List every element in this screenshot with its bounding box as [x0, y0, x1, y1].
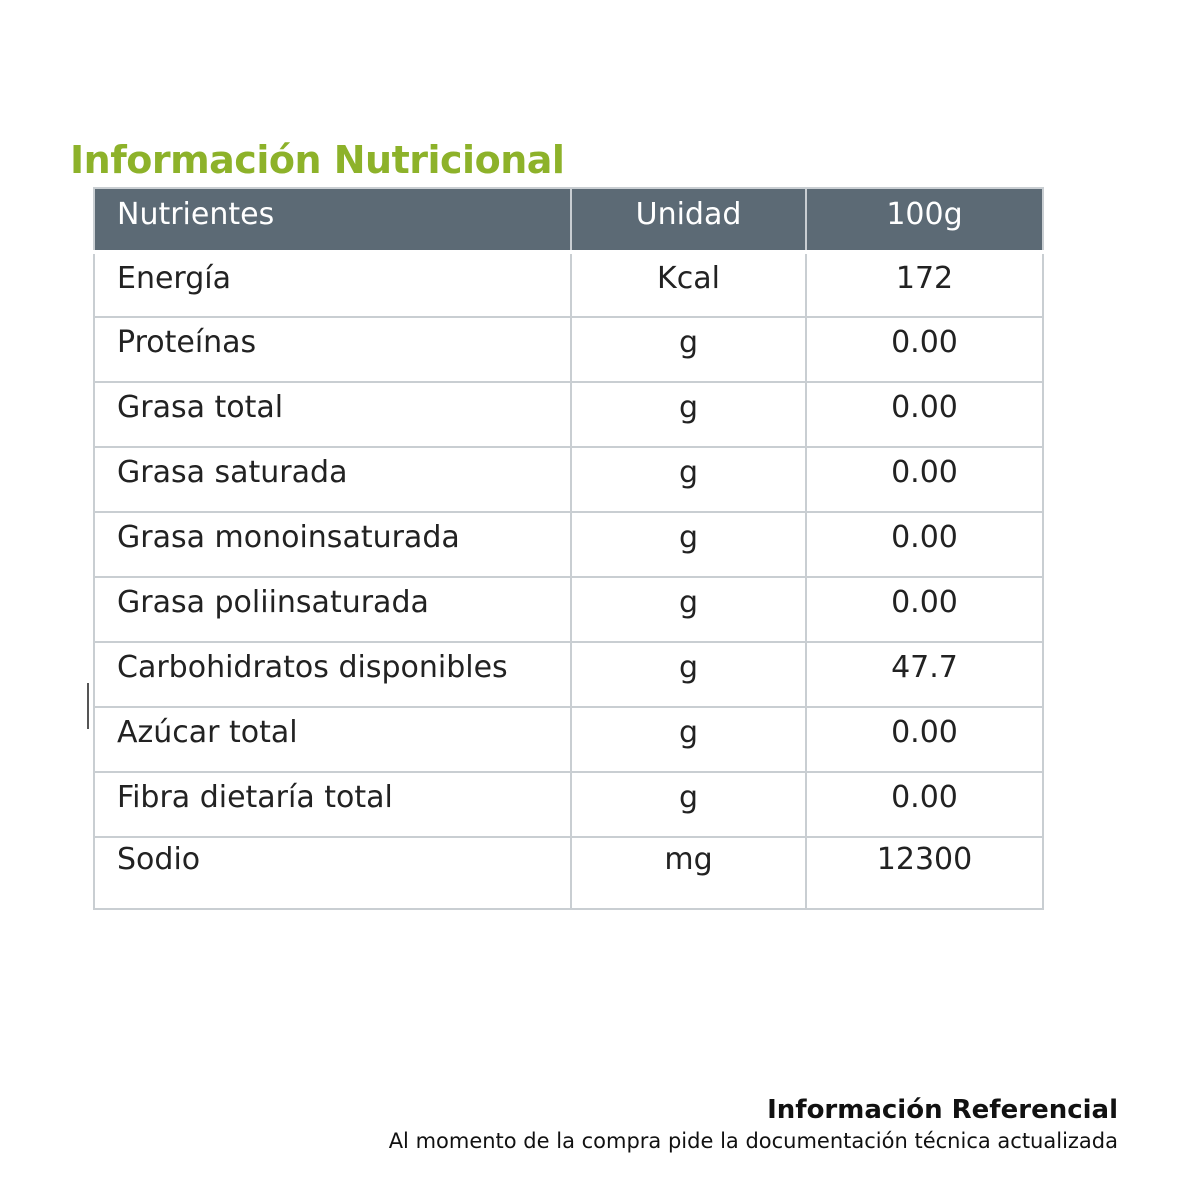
footer — [389, 1093, 1118, 1155]
nutrient-name: Sodio — [94, 837, 571, 909]
nutrient-unit: g — [571, 317, 806, 382]
nutrient-unit: mg — [571, 837, 806, 909]
table-row — [94, 577, 1043, 642]
nutrient-value: 0.00 — [806, 317, 1043, 382]
page-title: Información Nutricional — [70, 138, 565, 182]
table-row — [94, 512, 1043, 577]
nutrition-table — [93, 187, 1044, 910]
nutrient-value: 0.00 — [806, 382, 1043, 447]
nutrient-unit: Kcal — [571, 252, 806, 317]
table-header-row — [94, 188, 1043, 252]
nutrient-value: 47.7 — [806, 642, 1043, 707]
nutrient-unit: g — [571, 707, 806, 772]
nutrient-unit: g — [571, 772, 806, 837]
header-unidad: Unidad — [571, 188, 806, 252]
nutrient-name: Energía — [94, 252, 571, 317]
nutrient-name: Grasa saturada — [94, 447, 571, 512]
nutrient-name: Grasa total — [94, 382, 571, 447]
nutrient-unit: g — [571, 512, 806, 577]
header-nutrientes: Nutrientes — [94, 188, 571, 252]
nutrient-value: 0.00 — [806, 577, 1043, 642]
table-row — [94, 252, 1043, 317]
footer-note: Al momento de la compra pide la documentación técnica actualizada — [388, 1129, 1118, 1153]
footer-title: Información Referencial — [767, 1095, 1118, 1125]
header-100g: 100g — [806, 188, 1043, 252]
nutrient-value: 0.00 — [806, 707, 1043, 772]
nutrient-unit: g — [571, 447, 806, 512]
table-row — [94, 447, 1043, 512]
text-cursor-mark — [87, 683, 89, 729]
table-row — [94, 772, 1043, 837]
nutrient-unit: g — [571, 577, 806, 642]
table-row — [94, 382, 1043, 447]
nutrient-name: Azúcar total — [94, 707, 571, 772]
nutrient-unit: g — [571, 382, 806, 447]
nutrient-unit: g — [571, 642, 806, 707]
table-row — [94, 837, 1043, 909]
table-row — [94, 317, 1043, 382]
nutrient-name: Proteínas — [94, 317, 571, 382]
nutrient-value: 0.00 — [806, 772, 1043, 837]
nutrient-name: Fibra dietaría total — [94, 772, 571, 837]
nutrient-value: 0.00 — [806, 447, 1043, 512]
nutrient-value: 172 — [806, 252, 1043, 317]
nutrient-name: Carbohidratos disponibles — [94, 642, 571, 707]
nutrient-name: Grasa monoinsaturada — [94, 512, 571, 577]
nutrient-value: 12300 — [806, 837, 1043, 909]
nutrient-value: 0.00 — [806, 512, 1043, 577]
table-row — [94, 707, 1043, 772]
table-row — [94, 642, 1043, 707]
nutrient-name: Grasa poliinsaturada — [94, 577, 571, 642]
